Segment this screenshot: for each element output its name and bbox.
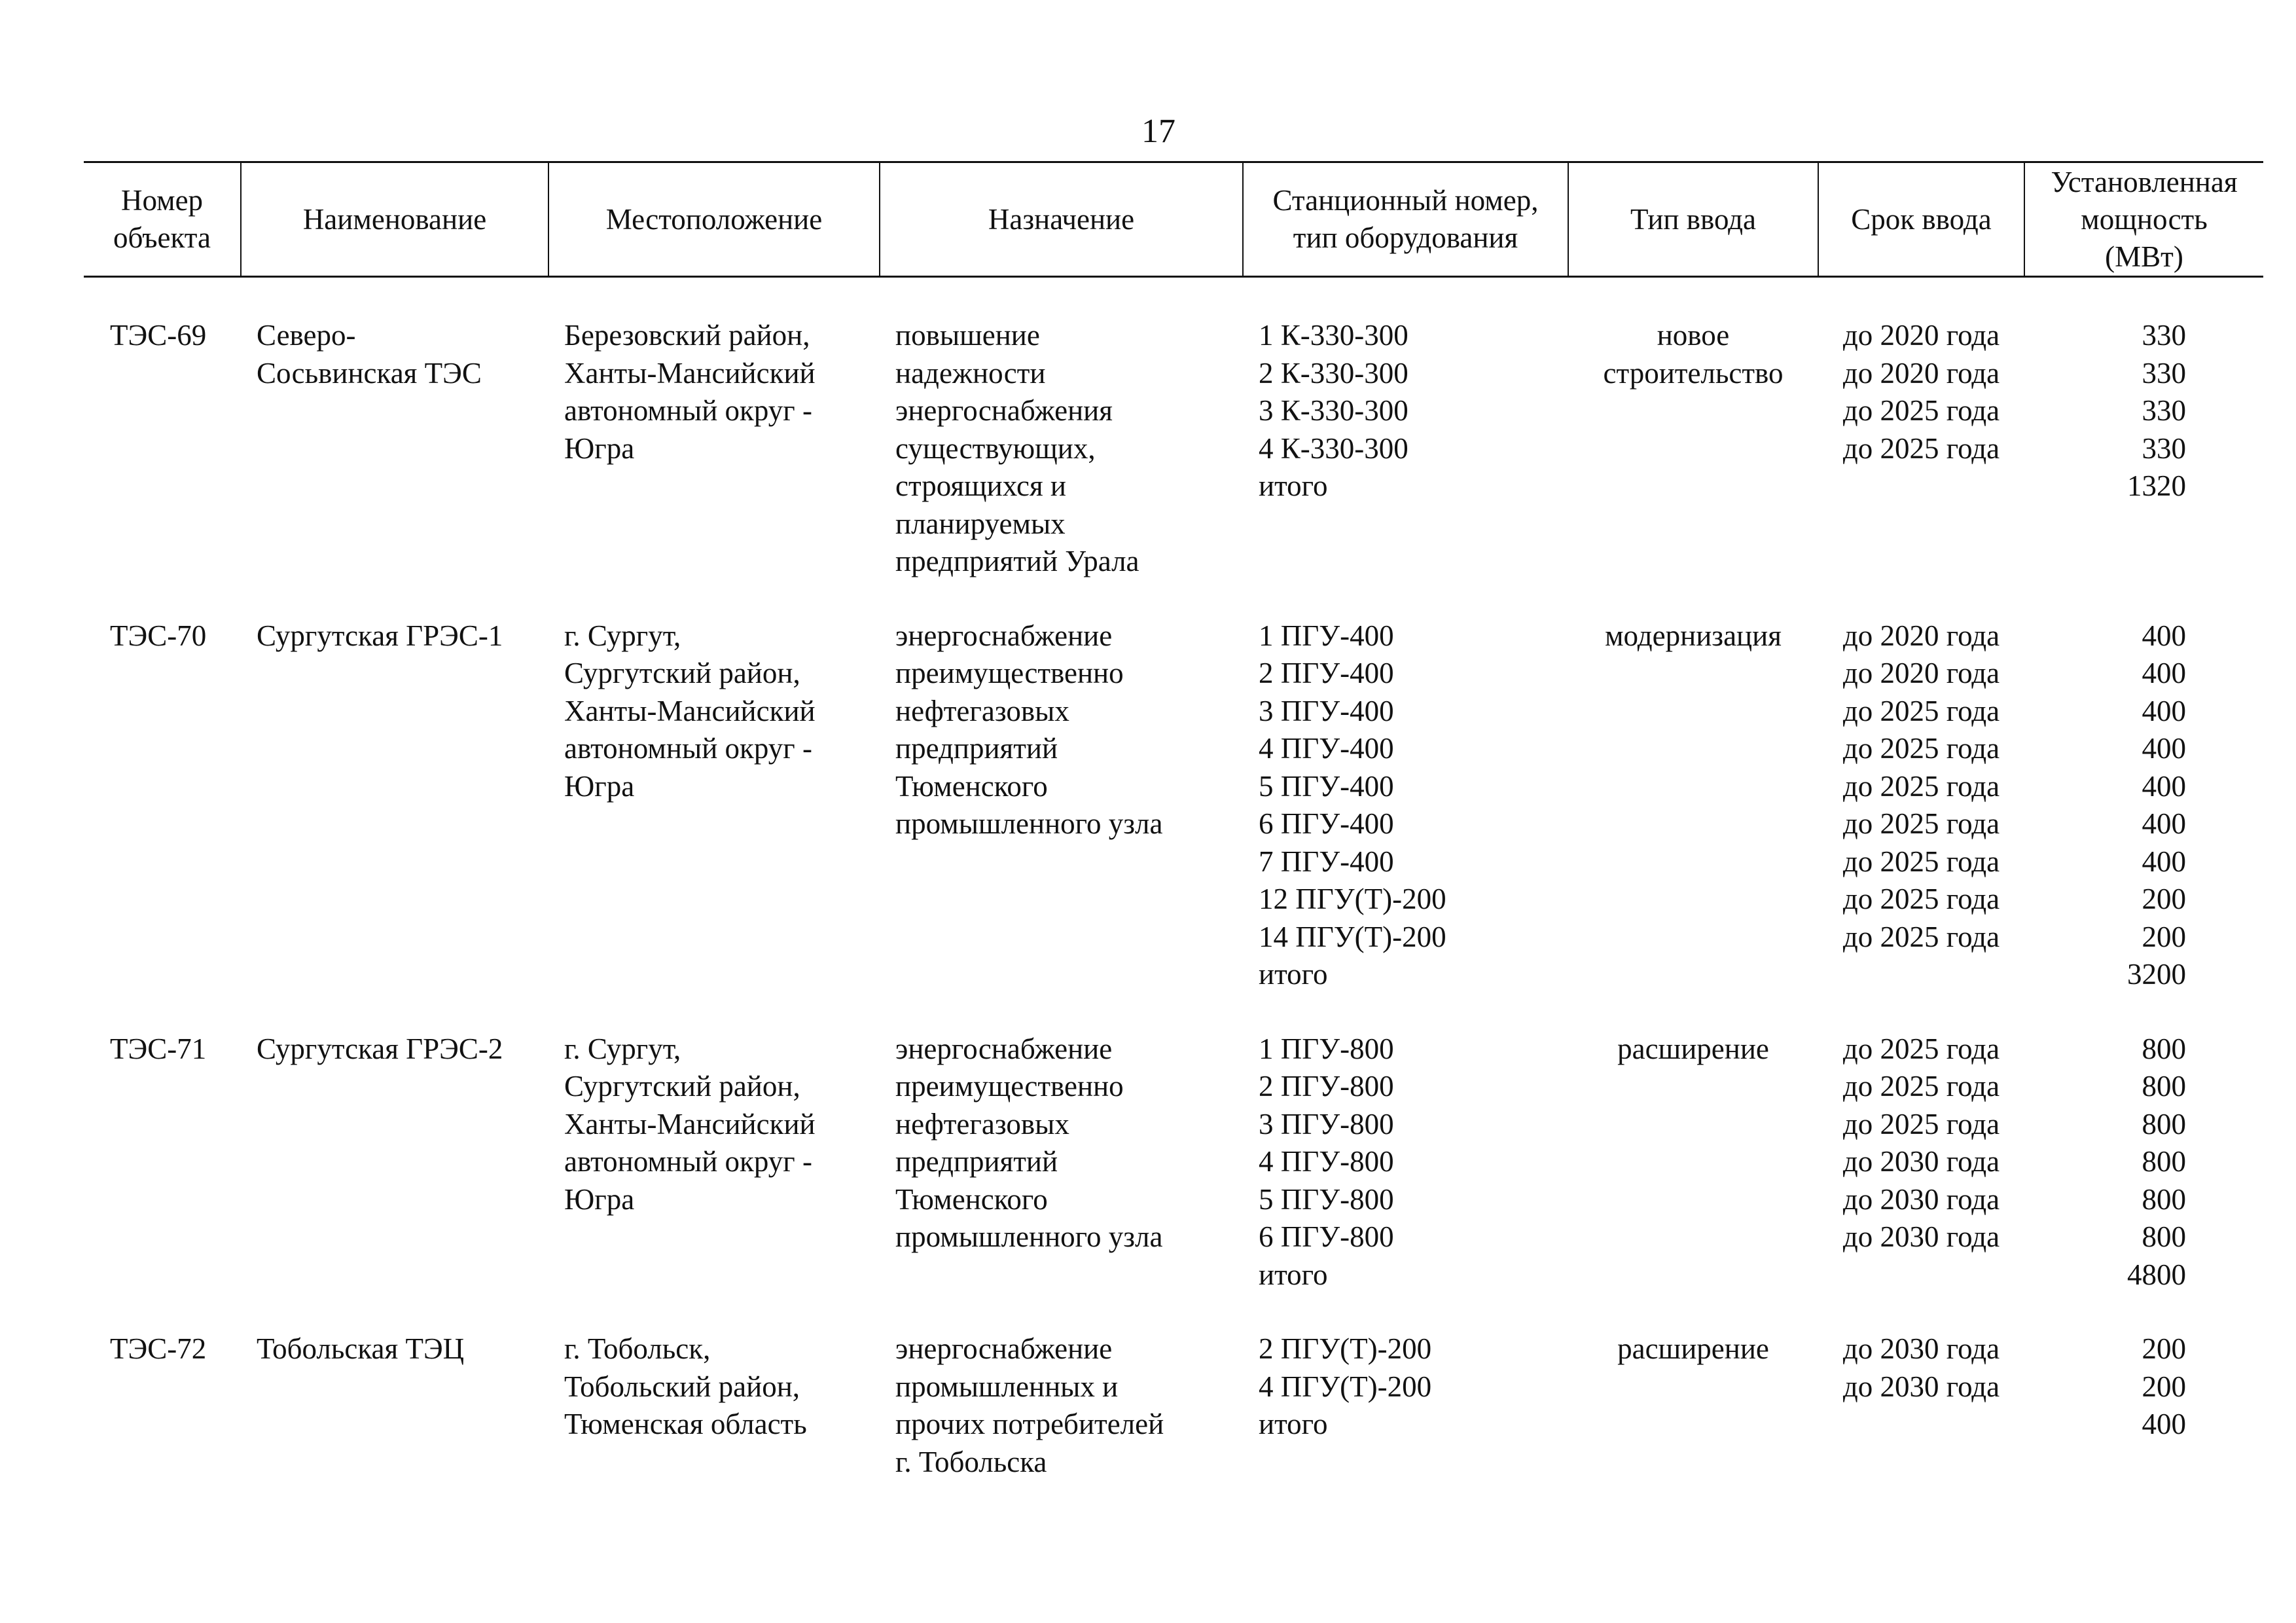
installed-capacity-text: 800 [2142,1145,2186,1178]
spacer-cell [84,581,241,617]
header-text: (МВт) [2105,240,2183,273]
object-number-cell [84,617,241,994]
purpose-cell [880,317,1243,581]
input-date-text: до 2030 года [1842,1370,2000,1403]
spacer-cell [548,1294,880,1330]
purpose-text: преимущественно [895,657,1124,689]
row-spacer [84,581,2263,617]
input-date-text: до 2030 года [1842,1182,2000,1216]
purpose-text: нефтегазовых [895,1107,1069,1140]
equipment-text: итого [1259,1258,1328,1291]
equipment-text: 2 ПГУ-400 [1259,657,1394,689]
header-object-number [84,162,241,277]
input-date-text: до 2025 года [1842,1107,2000,1140]
input-date-text: до 2025 года [1842,394,2000,427]
equipment-text: 6 ПГУ-400 [1259,807,1394,840]
purpose-text: г. Тобольска [895,1445,1047,1478]
installed-capacity-text: 200 [2142,883,2186,915]
header-lines [554,201,874,238]
equipment-cell [1243,617,1568,994]
equipment-text: 14 ПГУ(Т)-200 [1259,920,1446,953]
spacer-cell [1243,277,1568,318]
location-text: Югра [564,431,635,465]
installed-capacity-text: 200 [2142,1332,2186,1365]
spacer-cell [1568,1294,1818,1330]
purpose-text: планируемых [895,507,1066,540]
purpose-text: промышленного узла [895,807,1163,840]
header-text: Наименование [302,202,487,236]
input-type-cell [1568,617,1818,994]
object-number-text: ТЭС-72 [110,1332,207,1365]
location-text: Сургутский район, [564,1070,800,1103]
input-date-text: до 2030 года [1842,1220,2000,1253]
input-date-text: до 2020 года [1842,319,2000,352]
header-input-type [1568,162,1818,277]
spacer-cell [1818,277,2024,318]
spacer-cell [1818,581,2024,617]
spacer-cell [2024,994,2263,1030]
purpose-text: энергоснабжения [895,394,1113,427]
location-text: Тобольский район, [564,1370,800,1403]
installed-capacity-text: 400 [2142,732,2186,765]
purpose-text: прочих потребителей [895,1408,1164,1440]
purpose-cell [880,1330,1243,1481]
plant-name-cell [241,317,548,581]
purpose-text: энергоснабжение [895,1032,1113,1065]
purpose-cell [880,617,1243,994]
location-text: Югра [564,1182,635,1216]
header-text: Срок ввода [1851,202,1992,236]
input-date-cell [1818,1030,2024,1294]
location-cell [548,1330,880,1481]
header-input-date [1818,162,2024,277]
installed-capacity-text: 200 [2142,1370,2186,1403]
input-type-text: расширение [1617,1032,1769,1065]
input-type-cell [1568,1030,1818,1294]
spacer-cell [548,581,880,617]
input-date-text: до 2020 года [1842,657,2000,689]
spacer-cell [84,994,241,1030]
installed-capacity-text: 400 [2142,657,2186,689]
input-type-text: модернизация [1605,619,1782,652]
spacer-cell [241,277,548,318]
table-row [84,617,2263,994]
input-date-cell [1818,317,2024,581]
spacer-cell [241,1294,548,1330]
row-spacer [84,277,2263,318]
plant-name-cell [241,1030,548,1294]
spacer-cell [1568,277,1818,318]
header-text: Местоположение [605,202,823,236]
location-text: Березовский район, [564,319,810,352]
spacer-cell [1818,1294,2024,1330]
location-text: Тюменская область [564,1408,807,1440]
purpose-text: предприятий Урала [895,545,1139,577]
object-number-text: ТЭС-69 [110,319,207,352]
installed-capacity-text: 400 [2142,769,2186,803]
spacer-cell [880,277,1243,318]
object-number-text: ТЭС-71 [110,1032,207,1065]
location-text: автономный округ - [564,1145,812,1178]
header-purpose [880,162,1243,277]
object-number-cell [84,1330,241,1481]
input-date-text: до 2020 года [1842,356,2000,390]
plant-name-text: Сосьвинская ТЭС [257,356,482,390]
input-date-text: до 2025 года [1842,694,2000,727]
input-date-text: до 2025 года [1842,732,2000,765]
input-date-text: до 2025 года [1842,1032,2000,1065]
equipment-text: 6 ПГУ-800 [1259,1220,1394,1253]
purpose-text: энергоснабжение [895,1332,1113,1365]
equipment-text: итого [1259,469,1328,502]
spacer-cell [1243,1294,1568,1330]
input-date-text: до 2025 года [1842,920,2000,953]
location-text: Югра [564,769,635,803]
installed-capacity-text: 800 [2142,1182,2186,1216]
installed-capacity-text: 4800 [2127,1258,2186,1291]
equipment-text: 4 ПГУ-800 [1259,1145,1394,1178]
header-text: Номер [120,184,204,217]
header-lines [247,201,543,238]
spacer-cell [2024,1294,2263,1330]
plant-name-cell [241,617,548,994]
header-text: мощность [2081,202,2208,236]
spacer-cell [2024,277,2263,318]
purpose-text: преимущественно [895,1070,1124,1103]
installed-capacity-text: 400 [2142,845,2186,878]
header-text: Назначение [988,202,1135,236]
purpose-text: промышленных и [895,1370,1119,1403]
installed-capacity-text: 400 [2142,694,2186,727]
installed-capacity-text: 330 [2142,394,2186,427]
equipment-text: 4 К-330-300 [1259,431,1408,465]
installed-capacity-text: 330 [2142,319,2186,352]
installed-capacity-cell [2024,1330,2263,1481]
header-text: Тип ввода [1630,202,1757,236]
location-text: г. Сургут, [564,1032,681,1065]
table-body [84,277,2263,1482]
installed-capacity-text: 330 [2142,356,2186,390]
installed-capacity-text: 1320 [2127,469,2186,502]
purpose-text: Тюменского [895,769,1048,803]
installed-capacity-text: 330 [2142,431,2186,465]
row-spacer [84,994,2263,1030]
header-lines [886,201,1237,238]
page-number: 17 [1141,113,1175,150]
table-header-row [84,162,2263,277]
installed-capacity-text: 400 [2142,619,2186,652]
header-installed-capacity [2024,162,2263,277]
purpose-text: повышение [895,319,1040,352]
equipment-text: 1 ПГУ-400 [1259,619,1394,652]
installed-capacity-text: 400 [2142,807,2186,840]
equipment-text: 5 ПГУ-400 [1259,769,1394,803]
location-cell [548,1030,880,1294]
equipment-cell [1243,1330,1568,1481]
location-cell [548,617,880,994]
equipment-text: 4 ПГУ(Т)-200 [1259,1370,1432,1403]
purpose-cell [880,1030,1243,1294]
spacer-cell [1243,994,1568,1030]
input-type-text: строительство [1603,356,1784,390]
equipment-text: 5 ПГУ-800 [1259,1182,1394,1216]
equipment-cell [1243,317,1568,581]
spacer-cell [84,1294,241,1330]
plant-name-text: Тобольская ТЭЦ [257,1332,465,1365]
input-date-text: до 2025 года [1842,807,2000,840]
purpose-text: энергоснабжение [895,619,1113,652]
input-type-text: расширение [1617,1332,1769,1365]
spacer-cell [2024,581,2263,617]
header-text: Станционный номер, [1272,184,1539,217]
input-date-text: до 2030 года [1842,1145,2000,1178]
input-date-text: до 2025 года [1842,431,2000,465]
installed-capacity-text: 400 [2142,1408,2186,1440]
installed-capacity-text: 200 [2142,920,2186,953]
purpose-text: предприятий [895,732,1058,765]
object-number-text: ТЭС-70 [110,619,207,652]
equipment-text: 2 К-330-300 [1259,356,1408,390]
equipment-text: итого [1259,1408,1328,1440]
input-date-text: до 2020 года [1842,619,2000,652]
purpose-text: предприятий [895,1145,1058,1178]
spacer-cell [241,994,548,1030]
input-type-cell [1568,317,1818,581]
spacer-cell [880,581,1243,617]
spacer-cell [880,1294,1243,1330]
input-date-cell [1818,1330,2024,1481]
equipment-text: 3 К-330-300 [1259,394,1408,427]
header-equipment [1243,162,1568,277]
spacer-cell [241,581,548,617]
header-lines [89,182,235,257]
purpose-text: существующих, [895,431,1096,465]
input-date-text: до 2025 года [1842,883,2000,915]
spacer-cell [548,994,880,1030]
installed-capacity-cell [2024,1030,2263,1294]
installed-capacity-text: 800 [2142,1070,2186,1103]
header-location [548,162,880,277]
header-lines [1249,182,1562,257]
input-type-cell [1568,1330,1818,1481]
purpose-text: надежности [895,356,1046,390]
input-date-cell [1818,617,2024,994]
header-text: тип оборудования [1293,221,1518,254]
equipment-text: 1 К-330-300 [1259,319,1408,352]
purpose-text: строящихся и [895,469,1066,502]
header-text: Установленная [2051,165,2238,198]
location-text: Сургутский район, [564,657,800,689]
input-date-text: до 2025 года [1842,1070,2000,1103]
header-lines [1574,201,1812,238]
equipment-text: 3 ПГУ-800 [1259,1107,1394,1140]
purpose-text: Тюменского [895,1182,1048,1216]
input-type-text: новое [1657,319,1730,352]
location-text: Ханты-Мансийский [564,356,816,390]
input-date-text: до 2030 года [1842,1332,2000,1365]
equipment-text: итого [1259,958,1328,991]
spacer-cell [1568,581,1818,617]
purpose-text: нефтегазовых [895,694,1069,727]
plant-name-text: Сургутская ГРЭС-1 [257,619,503,652]
installed-capacity-text: 800 [2142,1220,2186,1253]
equipment-text: 3 ПГУ-400 [1259,694,1394,727]
header-name [241,162,548,277]
object-number-cell [84,1030,241,1294]
plant-name-text: Северо- [257,319,356,352]
spacer-cell [1818,994,2024,1030]
location-text: автономный округ - [564,394,812,427]
power-plants-table [84,161,2263,1481]
location-text: Ханты-Мансийский [564,1107,816,1140]
installed-capacity-text: 800 [2142,1032,2186,1065]
plant-name-cell [241,1330,548,1481]
table-row [84,1330,2263,1481]
equipment-cell [1243,1030,1568,1294]
input-date-text: до 2025 года [1842,769,2000,803]
row-spacer [84,1294,2263,1330]
location-text: Ханты-Мансийский [564,694,816,727]
object-number-cell [84,317,241,581]
installed-capacity-cell [2024,317,2263,581]
header-lines [1824,201,2018,238]
spacer-cell [84,277,241,318]
equipment-text: 2 ПГУ(Т)-200 [1259,1332,1432,1365]
location-text: автономный округ - [564,732,812,765]
equipment-text: 1 ПГУ-800 [1259,1032,1394,1065]
spacer-cell [1243,581,1568,617]
location-cell [548,317,880,581]
plant-name-text: Сургутская ГРЭС-2 [257,1032,503,1065]
installed-capacity-text: 800 [2142,1107,2186,1140]
equipment-text: 7 ПГУ-400 [1259,845,1394,878]
input-date-text: до 2025 года [1842,845,2000,878]
header-text: объекта [113,221,211,254]
installed-capacity-text: 3200 [2127,958,2186,991]
installed-capacity-cell [2024,617,2263,994]
equipment-text: 12 ПГУ(Т)-200 [1259,883,1446,915]
location-text: г. Тобольск, [564,1332,711,1365]
spacer-cell [880,994,1243,1030]
table-row [84,317,2263,581]
header-lines [2030,164,2258,276]
purpose-text: промышленного узла [895,1220,1163,1253]
location-text: г. Сургут, [564,619,681,652]
equipment-text: 2 ПГУ-800 [1259,1070,1394,1103]
table-row [84,1030,2263,1294]
spacer-cell [548,277,880,318]
spacer-cell [1568,994,1818,1030]
equipment-text: 4 ПГУ-400 [1259,732,1394,765]
